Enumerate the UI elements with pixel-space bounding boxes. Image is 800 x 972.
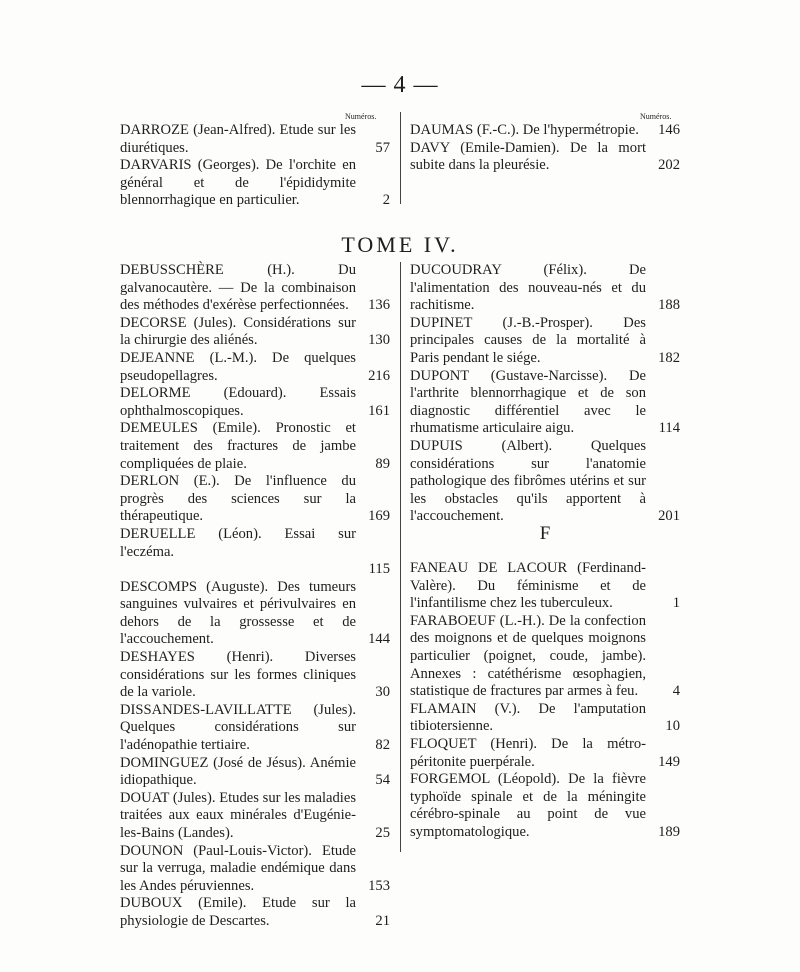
section-f-heading: F bbox=[539, 523, 551, 544]
entry-text: DUPUIS (Albert). Quelques considérations sur l'anatomie pathologique des fibrômes utérins et sur les obstacles qu'ils apportent à l'accouchement. bbox=[410, 437, 646, 525]
entry-number: 201 bbox=[658, 508, 680, 525]
entry-text: DUPONT (Gustave-Narcisse). De l'arthrite blennorrhagique et de son diagnostic différentiel avec le rhumatisme articulaire aigu. bbox=[410, 367, 646, 437]
index-entry bbox=[120, 843, 390, 896]
entry-number: 30 bbox=[375, 684, 390, 701]
index-entry bbox=[120, 350, 390, 385]
entry-text: DERUELLE (Léon). Essai sur l'eczéma. bbox=[120, 525, 356, 560]
column-divider-top bbox=[400, 112, 401, 204]
right-column bbox=[410, 262, 680, 526]
index-entry bbox=[120, 526, 390, 579]
entry-text: DESCOMPS (Auguste). Des tumeurs sanguines vulvaires et périvulvaires en dehors de la grossesse et de l'accouchement. bbox=[120, 578, 356, 648]
index-entry bbox=[410, 438, 680, 526]
entry-text: DEBUSSCHÈRE (H.). Du galvanocautère. — De la combinaison des méthodes d'exérèse perfectionnées. bbox=[120, 262, 356, 314]
index-entry bbox=[120, 262, 390, 315]
entry-text: DAUMAS (F.-C.). De l'hypermétropie. bbox=[410, 122, 639, 138]
entry-number: 188 bbox=[658, 297, 680, 314]
index-entry bbox=[120, 579, 390, 649]
entry-text: FANEAU DE LACOUR (Ferdinand-Valère). Du féminisme et de l'infantilisme chez les tuberculeux. bbox=[410, 560, 646, 612]
tome-title: TOME IV. bbox=[341, 232, 459, 257]
index-entry bbox=[410, 140, 680, 175]
entry-text: DUBOUX (Emile). Etude sur la physiologie de Descartes. bbox=[120, 895, 356, 929]
entry-number: 189 bbox=[658, 823, 680, 840]
entry-text: DOUAT (Jules). Etudes sur les maladies traitées aux eaux minérales d'Eugénie-les-Bains (Landes). bbox=[120, 789, 356, 841]
entry-text: DUPINET (J.-B.-Prosper). Des principales causes de la mortalité à Paris pendant le siége. bbox=[410, 314, 646, 366]
index-entry bbox=[410, 736, 680, 771]
entry-text: FLOQUET (Henri). De la métro-péritonite puerpérale. bbox=[410, 735, 646, 770]
entry-number: 115 bbox=[368, 561, 390, 578]
entry-number: 182 bbox=[658, 349, 680, 366]
index-entry bbox=[410, 315, 680, 368]
section-f-column bbox=[410, 560, 680, 842]
entry-number: 153 bbox=[368, 877, 390, 894]
entry-text: DOMINGUEZ (José de Jésus). Anémie idiopathique. bbox=[120, 754, 356, 789]
entry-number: 114 bbox=[658, 420, 680, 437]
left-column bbox=[120, 262, 390, 931]
index-entry bbox=[120, 315, 390, 350]
entry-number: 25 bbox=[375, 825, 390, 841]
entry-number: 146 bbox=[658, 122, 680, 138]
entry-text: DESHAYES (Henri). Diverses considérations sur les formes cliniques de la variole. bbox=[120, 649, 356, 701]
entry-text: DAVY (Emile-Damien). De la mort subite dans la pleurésie. bbox=[410, 139, 646, 174]
entry-number: 1 bbox=[672, 595, 680, 612]
entry-number: 130 bbox=[368, 332, 390, 349]
index-entry bbox=[410, 262, 680, 315]
entry-number: 82 bbox=[375, 737, 390, 754]
top-left-column bbox=[120, 122, 390, 210]
entry-number: 216 bbox=[368, 367, 390, 384]
top-right-column bbox=[410, 122, 680, 175]
index-entry bbox=[410, 368, 680, 438]
numeros-label-right: Numéros. bbox=[640, 112, 672, 121]
index-entry bbox=[410, 613, 680, 701]
entry-text: DISSANDES-LAVILLATTE (Jules). Quelques considérations sur l'adénopathie tertiaire. bbox=[120, 701, 356, 754]
index-entry bbox=[120, 649, 390, 702]
index-entry bbox=[120, 385, 390, 420]
index-entry bbox=[410, 771, 680, 841]
entry-text: DUCOUDRAY (Félix). De l'alimentation des nouveau-nés et du rachitisme. bbox=[410, 262, 646, 314]
entry-text: DEJEANNE (L.-M.). De quelques pseudopellagres. bbox=[120, 349, 356, 384]
entry-text: FORGEMOL (Léopold). De la fièvre typhoïde spinale et de la méningite cérébro-spinale au point de vue symptomatologique. bbox=[410, 771, 646, 840]
entry-number: 202 bbox=[658, 157, 680, 174]
column-divider-main bbox=[400, 262, 401, 852]
entry-number: 169 bbox=[368, 508, 390, 525]
entry-number: 57 bbox=[375, 139, 390, 156]
entry-text: DELORME (Edouard). Essais ophthalmoscopiques. bbox=[120, 385, 356, 419]
entry-text: DARVARIS (Georges). De l'orchite en général et de l'épididymite blennorrhagique en particulier. bbox=[120, 157, 356, 209]
index-entry bbox=[410, 701, 680, 736]
index-entry bbox=[120, 895, 390, 930]
index-entry bbox=[410, 122, 680, 140]
index-entry bbox=[120, 122, 390, 157]
page-number: — 4 — bbox=[361, 72, 439, 98]
entry-number: 10 bbox=[665, 718, 680, 735]
index-entry bbox=[120, 755, 390, 790]
entry-number: 89 bbox=[375, 455, 390, 472]
index-entry bbox=[120, 790, 390, 843]
index-entry bbox=[120, 420, 390, 473]
entry-text: DOUNON (Paul-Louis-Victor). Etude sur la verruga, maladie endémique dans les Andes péruviennes. bbox=[120, 842, 356, 894]
entry-text: FLAMAIN (V.). De l'amputation tibiotersienne. bbox=[410, 700, 646, 735]
numeros-label-left: Numéros. bbox=[345, 112, 377, 121]
entry-text: DEMEULES (Emile). Pronostic et traitement des fractures de jambe compliquées de plaie. bbox=[120, 420, 356, 472]
entry-number: 161 bbox=[368, 402, 390, 419]
entry-number: 54 bbox=[375, 772, 390, 789]
entry-number: 2 bbox=[382, 192, 390, 209]
entry-text: DECORSE (Jules). Considérations sur la chirurgie des aliénés. bbox=[120, 314, 356, 349]
index-entry bbox=[120, 157, 390, 210]
entry-text: FARABOEUF (L.-H.). De la confection des moignons et de quelques moignons particulier (poignet, coude, jambe). Annexes : catéthérisme œsophagien, statistique de fractures par armes à feu. bbox=[410, 612, 646, 700]
index-entry bbox=[120, 473, 390, 526]
entry-number: 149 bbox=[658, 753, 680, 770]
entry-number: 136 bbox=[368, 297, 390, 314]
entry-number: 21 bbox=[375, 912, 390, 929]
index-entry bbox=[410, 560, 680, 613]
entry-text: DARROZE (Jean-Alfred). Etude sur les diurétiques. bbox=[120, 122, 356, 156]
entry-number: 4 bbox=[672, 683, 680, 700]
index-entry bbox=[120, 702, 390, 755]
entry-number: 144 bbox=[368, 631, 390, 648]
entry-text: DERLON (E.). De l'influence du progrès des sciences sur la thérapeutique. bbox=[120, 473, 356, 525]
